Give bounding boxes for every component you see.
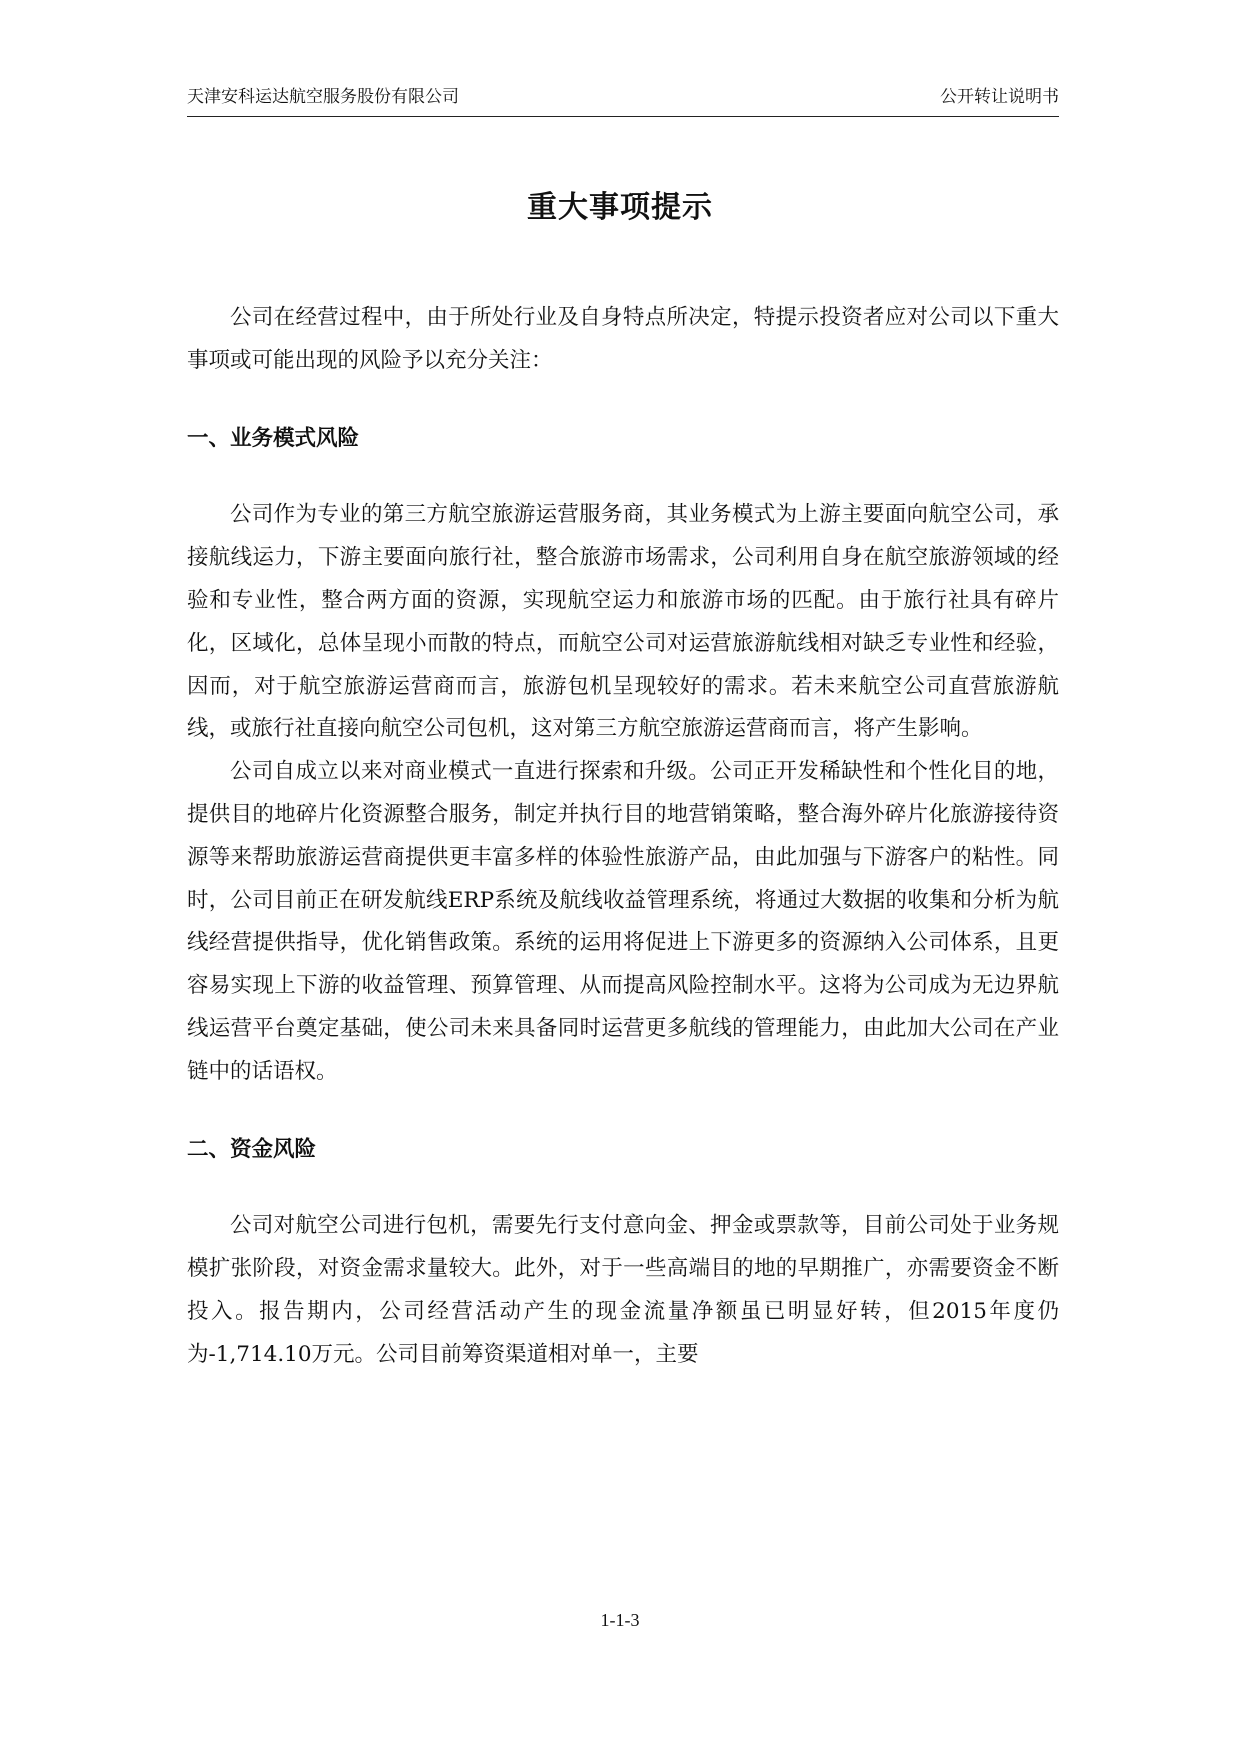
section-heading-business-model-risk: 一、业务模式风险: [187, 425, 360, 451]
business-model-risk-paragraph-2: 公司自成立以来对商业模式一直进行探索和升级。公司正开发稀缺性和个性化目的地，提供目的地碎片化资源整合服务，制定并执行目的地营销策略，整合海外碎片化旅游接待资源等来帮助旅游运营商提供更丰富多样的体验性旅游产品，由此加强与下游客户的粘性。同时，公司目前正在研发航线ERP系统及航线收益管理系统，将通过大数据的收集和分析为航线经营提供指导，优化销售政策。系统的运用将促进上下游更多的资源纳入公司体系，且更容易实现上下游的收益管理、预算管理、从而提高风险控制水平。这将为公司成为无边界航线运营平台奠定基础，使公司未来具备同时运营更多航线的管理能力，由此加大公司在产业链中的话语权。: [187, 759, 1059, 1084]
business-model-risk-paragraph-1: 公司作为专业的第三方航空旅游运营服务商，其业务模式为上游主要面向航空公司，承接航线运力，下游主要面向旅行社，整合旅游市场需求，公司利用自身在航空旅游领域的经验和专业性，整合两方面的资源，实现航空运力和旅游市场的匹配。由于旅行社具有碎片化，区域化，总体呈现小而散的特点，而航空公司对运营旅游航线相对缺乏专业性和经验，因而，对于航空旅游运营商而言，旅游包机呈现较好的需求。若未来航空公司直营旅游航线，或旅行社直接向航空公司包机，这对第三方航空旅游运营商而言，将产生影响。: [187, 502, 1059, 742]
header-document-type: 公开转让说明书: [940, 87, 1059, 107]
page-number: 1-1-3: [600, 1610, 640, 1630]
section-heading-funding-risk: 二、资金风险: [187, 1136, 317, 1162]
intro-paragraph: 公司在经营过程中，由于所处行业及自身特点所决定，特提示投资者应对公司以下重大事项或可能出现的风险予以充分关注：: [187, 305, 1059, 373]
header-company-name: 天津安科运达航空服务股份有限公司: [187, 87, 459, 107]
funding-risk-paragraph-1: 公司对航空公司进行包机，需要先行支付意向金、押金或票款等，目前公司处于业务规模扩张阶段，对资金需求量较大。此外，对于一些高端目的地的早期推广，亦需要资金不断投入。报告期内，公司经营活动产生的现金流量净额虽已明显好转，但2015年度仍为-1,714.10万元。公司目前筹资渠道相对单一，主要: [187, 1213, 1059, 1367]
document-body: [187, 297, 1059, 1377]
page-title: 重大事项提示: [527, 190, 713, 225]
page-header: [187, 86, 1059, 117]
